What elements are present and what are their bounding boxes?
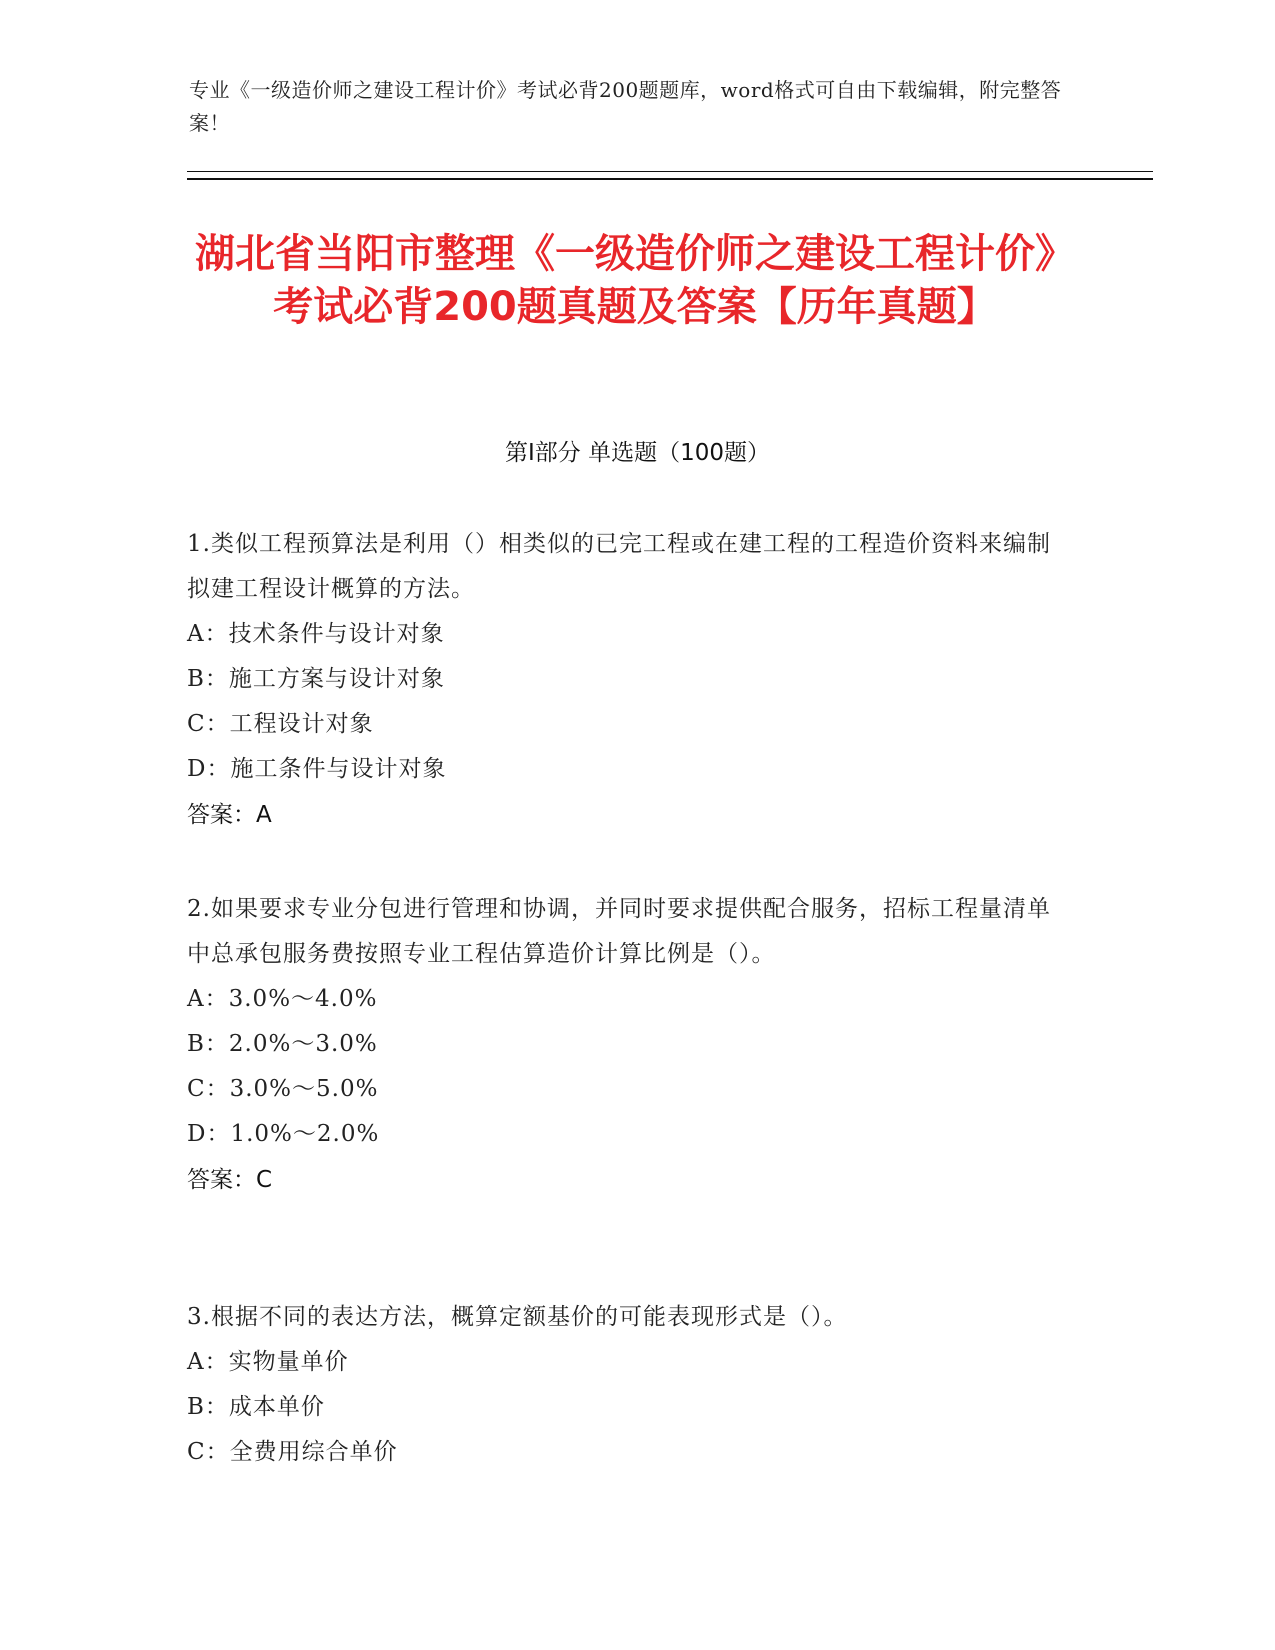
option-a: A：技术条件与设计对象 [187,621,445,647]
option-b: B：成本单价 [187,1394,325,1420]
question-2 [187,887,1067,1203]
option-d: D：1.0%～2.0% [187,1121,380,1147]
header-note: 专业《一级造价师之建设工程计价》考试必背200题题库，word格式可自由下载编辑，附完整答案！ [189,78,1062,135]
option-c: C：全费用综合单价 [187,1439,398,1465]
question-stem: 1.类似工程预算法是利用（）相类似的已完工程或在建工程的工程造价资料来编制拟建工程设计概算的方法。 [187,531,1051,602]
option-c: C：工程设计对象 [187,711,374,737]
document-title: 湖北省当阳市整理《一级造价师之建设工程计价》考试必背200题真题及答案【历年真题】 [195,231,1075,330]
question-3 [187,1295,1067,1475]
option-b: B：2.0%～3.0% [187,1031,378,1057]
question-stem: 3.根据不同的表达方法，概算定额基价的可能表现形式是（）。 [187,1304,848,1330]
header-divider-thick [187,178,1153,180]
answer: 答案：A [187,802,272,828]
header-divider-thin [187,171,1153,172]
question-stem: 2.如果要求专业分包进行管理和协调，并同时要求提供配合服务，招标工程量清单中总承包服务费按照专业工程估算造价计算比例是（）。 [187,896,1051,967]
option-d: D：施工条件与设计对象 [187,756,447,782]
option-c: C：3.0%～5.0% [187,1076,379,1102]
answer: 答案：C [187,1167,273,1193]
option-b: B：施工方案与设计对象 [187,666,445,692]
section-title: 第I部分 单选题（100题） [505,440,770,466]
question-1 [187,522,1067,838]
option-a: A：3.0%～4.0% [187,986,378,1012]
option-a: A：实物量单价 [187,1349,349,1375]
